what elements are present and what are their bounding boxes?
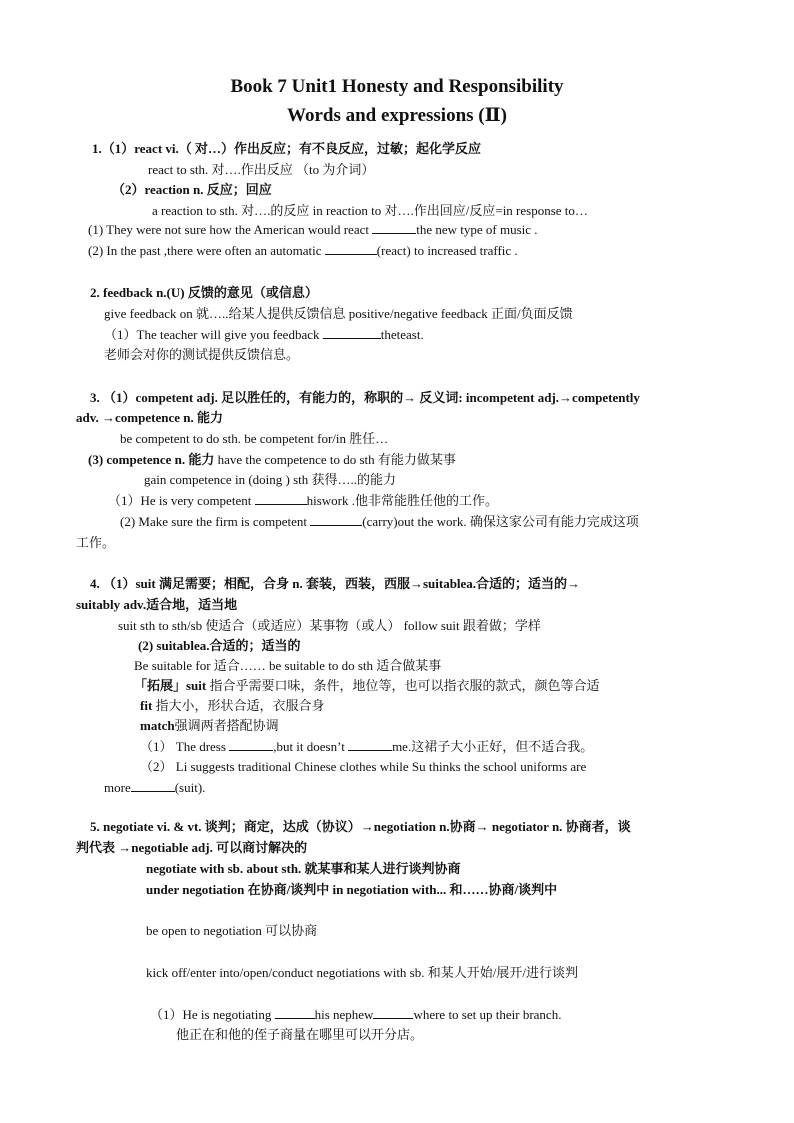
fill-blank[interactable] <box>325 242 377 255</box>
s1-line-1: react to sth. 对….作出反应 （to 为介词） <box>148 162 375 177</box>
s5-line-3: be open to negotiation 可以协商 <box>146 923 318 938</box>
s2-line-1: give feedback on 就…..给某人提供反馈信息 positive/negative feedback 正面/负面反馈 <box>104 306 573 321</box>
fill-blank[interactable] <box>131 779 175 792</box>
fill-blank[interactable] <box>275 1006 315 1019</box>
s4-example-2: （2） Li suggests traditional Chinese clothes while Su thinks the school uniforms are <box>140 759 587 774</box>
s5-example-1-text-b: his nephew <box>314 1007 374 1022</box>
s3-example-1-text-a: （1）He is very competent <box>108 493 255 508</box>
s4-line-2: Be suitable for 适合…… be suitable to do sth 适合做某事 <box>134 658 442 673</box>
s4-fit-text: 指大小，形状合适，衣服合身 <box>152 698 325 713</box>
s5-line-2: under negotiation 在协商/谈判中 in negotiation with... 和……协商/谈判中 <box>146 882 558 897</box>
fill-blank[interactable] <box>348 738 392 751</box>
page-title: Book 7 Unit1 Honesty and Responsibility <box>230 76 564 97</box>
s2-example-1-translation: 老师会对你的测试提供反馈信息。 <box>104 347 300 362</box>
s2-example-1-text-a: （1）The teacher will give you feedback <box>104 327 323 342</box>
s4-example-1-text-b: ,but it doesn’t <box>273 739 349 754</box>
section-4-heading-1: 4. （1）suit 满足需要；相配，合身 n. 套装，西装，西服→suitablea.合适的；适当的→ <box>90 576 581 591</box>
s3-line-2 <box>88 451 456 469</box>
section-1-subheading: （2）reaction n. 反应；回应 <box>112 182 272 197</box>
s5-example-1-text-a: （1）He is negotiating <box>150 1007 275 1022</box>
s3-example-1-text-b: hiswork .他非常能胜任他的工作。 <box>306 493 498 508</box>
s4-match-text: 强调两者搭配协调 <box>174 718 279 733</box>
fill-blank[interactable] <box>229 738 273 751</box>
s4-example-2-continued <box>104 779 205 797</box>
s4-example-2-text-b: (suit). <box>174 780 206 795</box>
s5-line-1: negotiate with sb. about sth. 就某事和某人进行谈判协商 <box>146 861 461 876</box>
page-subtitle: Words and expressions (Ⅱ) <box>287 105 507 126</box>
section-2-heading: 2. feedback n.(U) 反馈的意见（或信息） <box>90 285 318 300</box>
section-5-heading-2: 判代表 →negotiable adj. 可以商讨解决的 <box>76 840 308 855</box>
s3-example-2-text-a: (2) Make sure the firm is competent <box>120 514 311 529</box>
s1-line-2: a reaction to sth. 对….的反应 in reaction to 对….作出回应/反应=in response to… <box>152 203 588 218</box>
s1-example-2-text-b: (react) to increased traffic . <box>376 243 518 258</box>
fill-blank[interactable] <box>372 221 416 234</box>
s3-line-1: be competent to do sth. be competent for/in 胜任… <box>120 431 389 446</box>
s4-extension-text: 指合乎需要口味，条件，地位等，也可以指衣服的款式，颜色等合适 <box>206 678 600 693</box>
s4-example-1 <box>140 738 593 756</box>
s1-example-1 <box>88 221 538 239</box>
s1-example-1-text-a: (1) They were not sure how the American would react <box>88 222 373 237</box>
s4-example-2-text-a: more <box>104 780 131 795</box>
fill-blank[interactable] <box>255 492 307 505</box>
s1-example-2-text-a: (2) In the past ,there were often an automatic <box>88 243 325 258</box>
fill-blank[interactable] <box>373 1006 413 1019</box>
s4-extension-term: 「拓展」suit <box>134 678 207 693</box>
s3-example-2-text-b: (carry)out the work. 确保这家公司有能力完成这项 <box>362 514 639 529</box>
s4-fit-line <box>140 697 325 715</box>
s4-example-1-text-a: （1） The dress <box>140 739 230 754</box>
fill-blank[interactable] <box>310 513 362 526</box>
s3-line-2-usage: have the competence to do sth 有能力做某事 <box>214 452 456 467</box>
s1-example-2 <box>88 242 518 260</box>
section-5-heading-1: 5. negotiate vi. & vt. 谈判；商定，达成（协议）→negotiation n.协商→ negotiator n. 协商者，谈 <box>90 819 631 834</box>
section-1-heading: 1.（1）react vi.（ 对…）作出反应；有不良反应，过敏；起化学反应 <box>92 141 482 156</box>
s4-example-1-text-c: me.这裙子大小正好，但不适合我。 <box>392 739 594 754</box>
s5-example-1-translation: 他正在和他的侄子商量在哪里可以开分店。 <box>176 1027 424 1042</box>
s5-example-1 <box>150 1006 561 1024</box>
s3-line-2-term: (3) competence n. 能力 <box>88 452 215 467</box>
s4-match-term: match <box>140 718 175 733</box>
s3-example-1 <box>108 492 498 510</box>
s2-example-1 <box>104 326 424 344</box>
s1-example-1-text-b: the new type of music . <box>416 222 538 237</box>
s2-example-1-text-b: theteast. <box>380 327 424 342</box>
section-3-heading-2: adv. →competence n. 能力 <box>76 410 223 425</box>
fill-blank[interactable] <box>323 326 381 339</box>
s3-example-2 <box>120 513 639 531</box>
s4-fit-term: fit <box>140 698 153 713</box>
s4-match-line <box>140 717 279 735</box>
s3-example-2-continued: 工作。 <box>76 535 116 550</box>
s4-line-1: suit sth to sth/sb 使适合（或适应）某事物（或人） follow suit 跟着做；学样 <box>118 618 541 633</box>
s3-line-3: gain competence in (doing ) sth 获得…..的能力 <box>144 472 397 487</box>
s5-line-4: kick off/enter into/open/conduct negotiations with sb. 和某人开始/展开/进行谈判 <box>146 965 578 980</box>
section-4-subheading: (2) suitablea.合适的；适当的 <box>138 638 301 653</box>
s4-extension <box>134 677 600 695</box>
s5-example-1-text-c: where to set up their branch. <box>413 1007 562 1022</box>
section-3-heading-1: 3. （1）competent adj. 足以胜任的，有能力的，称职的→ 反义词: incompetent adj.→competently <box>90 390 640 405</box>
section-4-heading-2: suitably adv.适合地，适当地 <box>76 597 238 612</box>
